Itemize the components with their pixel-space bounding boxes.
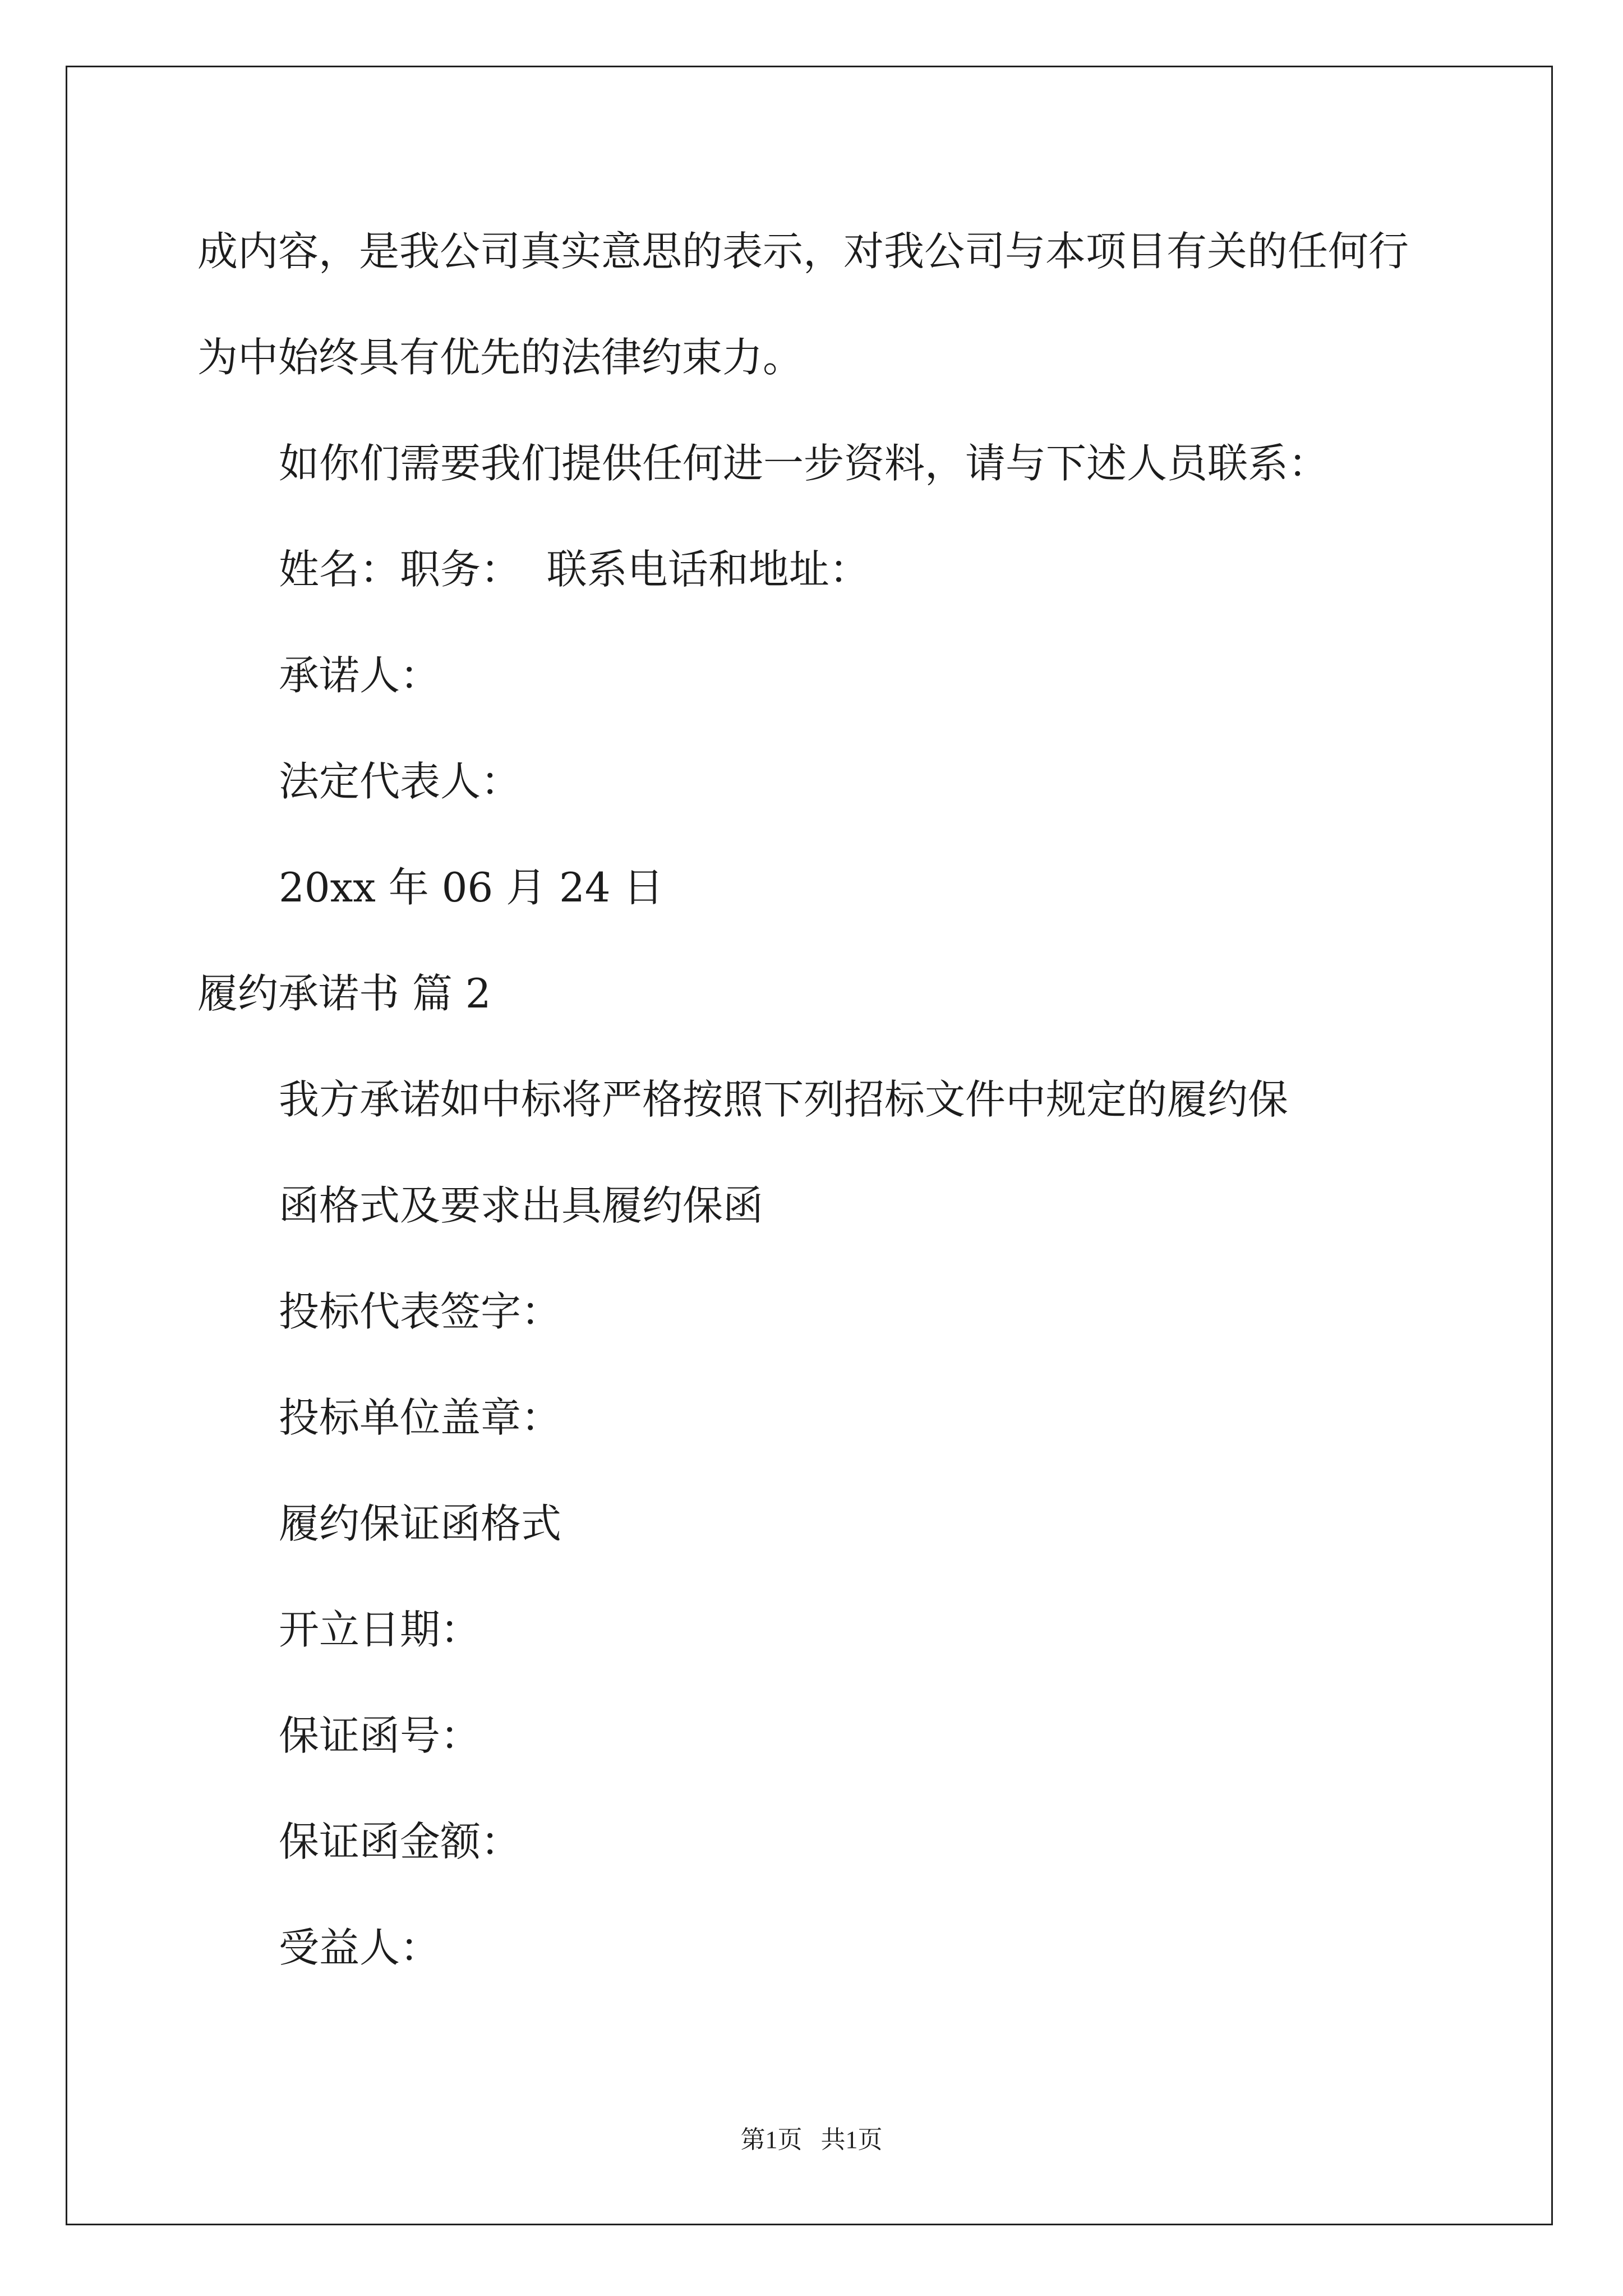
continuation-line: 成内容，是我公司真实意思的表示，对我公司与本项目有关的任何行 bbox=[197, 228, 1409, 275]
issue-date-label: 开立日期： bbox=[279, 1606, 481, 1653]
bidder-seal-label: 投标单位盖章： bbox=[279, 1394, 562, 1441]
bid-representative-signature-label: 投标代表签字： bbox=[279, 1288, 562, 1335]
commitment-text-continued: 函格式及要求出具履约保函 bbox=[279, 1182, 764, 1229]
section-heading: 履约承诺书 篇 2 bbox=[197, 970, 491, 1017]
commitment-text: 我方承诺如中标将严格按照下列招标文件中规定的履约保 bbox=[279, 1076, 1289, 1123]
date-line: 20xx 年 06 月 24 日 bbox=[279, 864, 664, 911]
document-body bbox=[197, 199, 1532, 2001]
beneficiary-label: 受益人： bbox=[279, 1924, 441, 1971]
page-footer: 第1页 共1页 bbox=[740, 2126, 883, 2154]
guarantee-amount-label: 保证函金额： bbox=[279, 1818, 522, 1865]
guarantee-number-label: 保证函号： bbox=[279, 1712, 481, 1759]
promisor-label: 承诺人： bbox=[279, 652, 441, 699]
contact-fields: 姓名：职务： 联系电话和地址： bbox=[279, 546, 870, 593]
guarantee-format-title: 履约保证函格式 bbox=[279, 1500, 562, 1547]
legal-representative-label: 法定代表人： bbox=[279, 758, 522, 805]
contact-request: 如你们需要我们提供任何进一步资料，请与下述人员联系： bbox=[279, 440, 1329, 487]
continuation-line-end: 为中始终具有优先的法律约束力。 bbox=[197, 334, 804, 381]
